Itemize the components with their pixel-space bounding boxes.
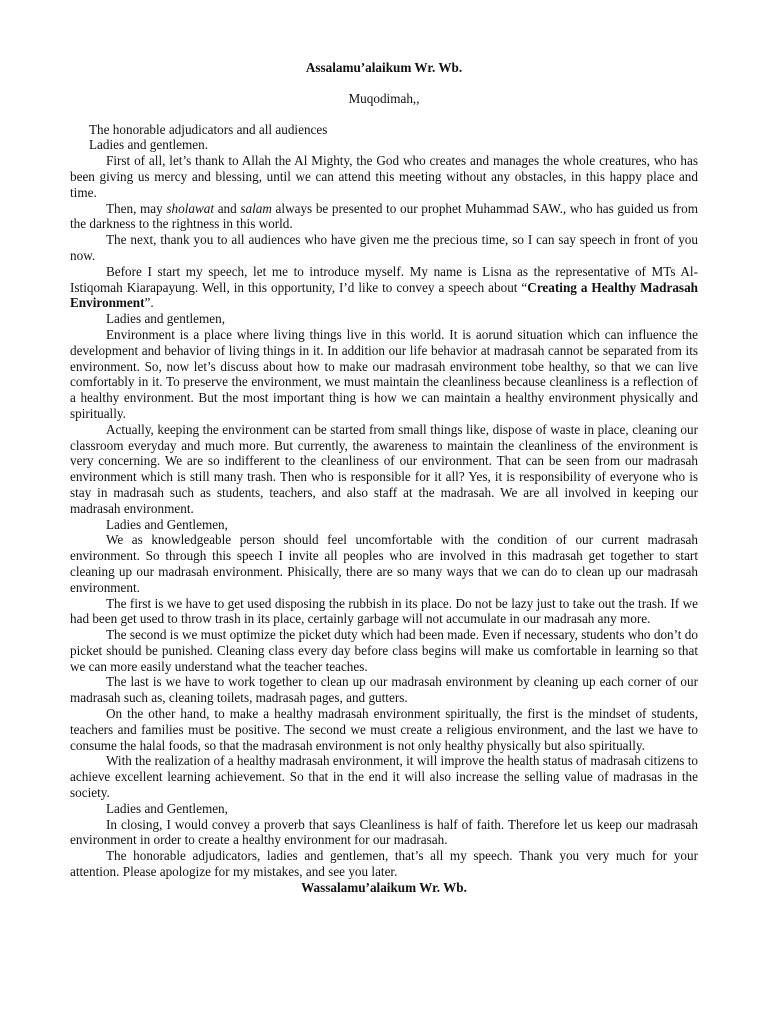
paragraph-invitation: We as knowledgeable person should feel uncomfortable with the condition of our current madrasah environment. So through this speech I invite all peoples who are involved in this madrasah get together to start cleaning up our madrasah environment. Phisically, there are so many ways that we can do to clean up our madrasah environment. [70,532,698,595]
text-segment: ”. [144,295,154,311]
opening-line-audiences: The honorable adjudicators and all audiences [89,121,328,137]
paragraph-realization: With the realization of a healthy madrasah environment, it will improve the health status of madrasah citizens to achieve excellent learning achievement. So that in the end it will also increase the selling value of madrasas in the society. [70,753,698,801]
text-segment: always be presented to our prophet Muhammad SAW., who has guided us from the darkness to the rightness in this world. [70,200,698,232]
paragraph-environment: Environment is a place where living things live in this world. It is aorund situation which can influence the development and behavior of living things in it. In addition our life behavior at madrasah cannot be separated from its environment. So, now let’s discuss about how to make our madrasah environment tobe healthy, so that we can live comfortably in it. To preserve the environment, we must maintain the cleanliness because cleanliness is a reflection of a healthy environment. But the most important thing is how we can maintain a healthy environment physically and spiritually. [70,326,698,421]
paragraph-sholawat [70,201,698,233]
closing-salutation: Wassalamu’alaikum Wr. Wb. [301,879,467,895]
paragraph-last-way: The last is we have to work together to clean up our madrasah environment by cleaning up each corner of our madrasah such as, cleaning toilets, madrasah pages, and gutters. [70,674,698,706]
speech-topic: Creating a Healthy Madrasah Environment [70,279,698,311]
opening-line-ladies: Ladies and gentlemen. [89,137,209,153]
greeting-ladies-1: Ladies and gentlemen, [106,311,226,327]
paragraph-first-way: The first is we have to get used disposing the rubbish in its place. Do not be lazy just to take out the trash. If we had been get used to throw trash in its place, certainly garbage will not accumulate in our madrasah any more. [70,595,698,627]
document-title: Assalamu’alaikum Wr. Wb. [305,60,463,75]
paragraph-thank-audiences: The next, thank you to all audiences who have given me the precious time, so I can say speech in front of you now. [70,232,698,263]
greeting-ladies-2: Ladies and Gentlemen, [106,516,228,532]
paragraph-spiritual: On the other hand, to make a healthy madrasah environment spiritually, the first is the mindset of students, teachers and families must be positive. The second we must create a religious environment, and the last we have to consume the halal foods, so that the madrasah environment is not only healthy physically but also spiritually. [70,706,698,753]
text-segment: Before I start my speech, let me to introduce myself. My name is Lisna as the representative of MTs Al-Istiqomah Kiarapayung. Well, in this opportunity, I’d like to convey a speech about “ [70,263,698,295]
paragraph-second-way: The second is we must optimize the picket duty which had been made. Even if necessary, students who don’t do picket should be punished. Cleaning class every day before class begins will make us comfortable in learning so that we can more easily understand what the teacher teaches. [70,627,698,674]
paragraph-thanks: First of all, let’s thank to Allah the Al Mighty, the God who creates and manages the whole creatures, who has been giving us mercy and blessing, until we can attend this meeting without any obstacles, in this happy place and time. [70,153,698,200]
paragraph-keeping-environment: Actually, keeping the environment can be started from small things like, dispose of waste in place, cleaning our classroom everyday and much more. But currently, the awareness to maintain the cleanliness of the environment is very concerning. We are so indifferent to the cleanliness of our environment. That can be seen from our madrasah environment which is still many trash. Then who is responsible for it all? Yes, it is responsibility of everyone who is stay in madrasah such as students, teachers, and also staff at the madrasah. We are all involved in keeping our madrasah environment. [70,421,698,516]
greeting-ladies-3: Ladies and Gentlemen, [106,800,228,816]
paragraph-farewell: The honorable adjudicators, ladies and gentlemen, that’s all my speech. Thank you very much for your attention. Please apologize for my mistakes, and see you later. [70,848,698,880]
paragraph-introduction [70,264,698,311]
paragraph-closing-proverb: In closing, I would convey a proverb that says Cleanliness is half of faith. Therefore let us keep our madrasah environment in order to create a healthy environment for our madrasah. [70,816,698,848]
term-salam: salam [240,200,272,216]
term-sholawat: sholawat [166,200,215,216]
text-segment: Then, may [106,200,167,216]
document-subtitle: Muqodimah,, [348,90,420,106]
text-segment: and [214,200,241,216]
